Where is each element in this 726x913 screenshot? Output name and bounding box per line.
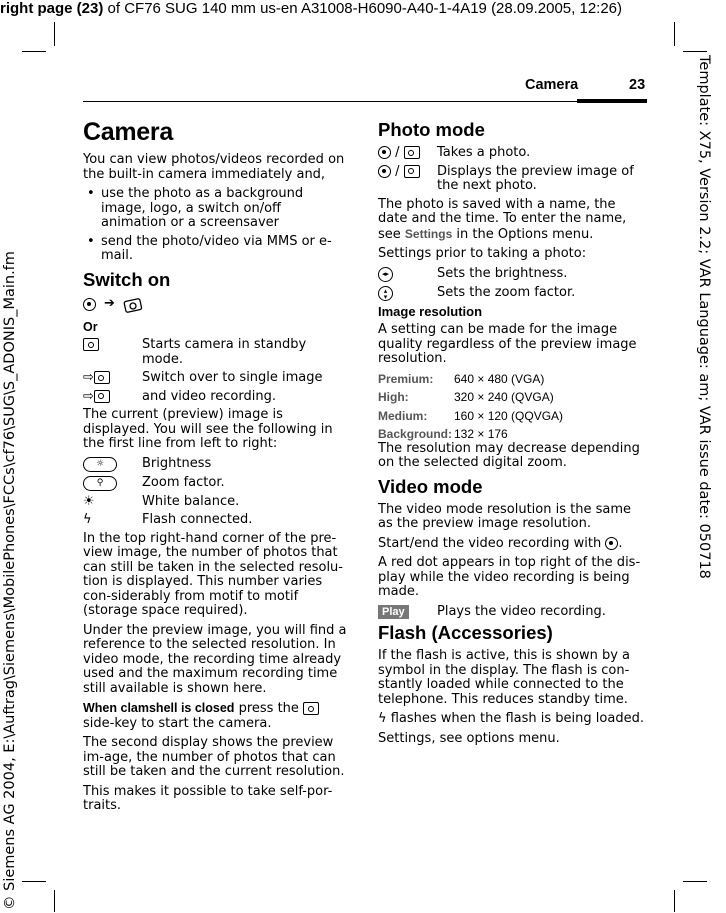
row-text: Takes a photo. xyxy=(437,145,531,160)
flash-heading: Flash (Accessories) xyxy=(378,622,553,643)
intro-text: You can view photos/videos recorded on the built-in camera immediately and, xyxy=(83,152,345,182)
row-text: Switch over to single image xyxy=(142,370,323,385)
row-text: Plays the video recording. xyxy=(437,603,606,619)
video-resolution-text: The video mode resolution is the same as the preview image resolution. xyxy=(378,501,632,531)
resolution-value: 132 × 176 xyxy=(454,427,508,441)
row-text: Sets the brightness. xyxy=(437,265,568,281)
row-text: Starts camera in standby mode. xyxy=(142,337,307,367)
switch-on-row xyxy=(83,338,349,367)
center-key-icon xyxy=(378,165,391,178)
switch-on-row xyxy=(83,371,349,386)
resolution-row xyxy=(378,409,646,424)
indicator-text: Zoom factor. xyxy=(142,474,225,490)
resolution-name: Background: xyxy=(378,427,453,441)
separator: / xyxy=(395,163,400,179)
flash-icon: ϟ xyxy=(378,711,387,726)
resolution-row xyxy=(378,390,646,405)
camera-menu-icon xyxy=(123,296,145,314)
preview-text: The current (preview) image is displayed. You will see the following in the first line from left to right: xyxy=(83,407,333,451)
arrow-right-icon: ➔ xyxy=(104,296,115,312)
clamshell-label: When clamshell is closed xyxy=(83,701,235,715)
photo-mode-heading: Photo mode xyxy=(378,119,485,140)
switch-on-heading: Switch on xyxy=(83,268,171,290)
crop-mark xyxy=(54,890,55,912)
photo-saved-text xyxy=(378,198,646,243)
switch-on-row xyxy=(83,390,349,405)
resolution-note: The resolution may decrease depending on the selected digital zoom. xyxy=(378,440,640,470)
crop-mark xyxy=(54,22,55,46)
image-resolution-heading: Image resolution xyxy=(378,303,483,319)
image-resolution-text: A setting can be made for the image quality regardless of the preview image resolution. xyxy=(378,322,637,366)
nav-row xyxy=(378,286,646,301)
under-preview-text: Under the preview image, you will find a reference to the selected resolution. In video mode, the recording time already used and the maximum recording time still available is shown here. xyxy=(83,622,347,696)
brightness-indicator-icon: ☼ xyxy=(83,457,117,472)
center-key-icon xyxy=(83,298,96,311)
nav-row xyxy=(378,267,646,282)
right-column xyxy=(378,120,646,751)
camera-key-icon xyxy=(404,146,420,159)
camera-key-icon xyxy=(83,338,99,351)
print-header xyxy=(0,0,622,17)
video-key-icon xyxy=(94,390,110,403)
photo-key-row xyxy=(378,146,646,161)
crop-mark xyxy=(683,51,707,52)
resolution-name: High: xyxy=(378,390,409,404)
indicator-row xyxy=(83,495,349,510)
flash-loading-text xyxy=(378,712,646,727)
red-dot-text: A red dot appears in top right of the dis-play while the video recording is being made. xyxy=(378,555,641,599)
running-head-page-bar xyxy=(577,99,647,103)
left-column xyxy=(83,119,349,819)
video-start-end: . xyxy=(618,535,623,551)
play-row xyxy=(378,605,646,620)
flash-loading-label: flashes when the flash is being loaded. xyxy=(386,711,644,726)
resolution-row xyxy=(378,372,646,387)
print-header-info: of CF76 SUG 140 mm us-en A31008-H6090-A40-1-4A19 (28.09.2005, 12:26) xyxy=(103,0,623,17)
resolution-value: 320 × 240 (QVGA) xyxy=(454,390,554,404)
flash-icon: ϟ xyxy=(83,512,92,527)
row-text: and video recording. xyxy=(142,388,276,404)
indicator-text: Brightness xyxy=(142,455,212,471)
play-softkey: Play xyxy=(378,605,409,619)
video-start-label: Start/end the video recording with xyxy=(378,535,602,551)
flash-text: If the flash is active, this is shown by a symbol in the display. The flash is con-stantly loaded while connected to the telephone. This reduces standby time. xyxy=(378,648,630,707)
list-item: • send the photo/video via MMS or e-mail. xyxy=(83,235,349,264)
indicator-text: Flash connected. xyxy=(142,512,253,527)
switch-on-keys xyxy=(83,296,349,314)
camera-key-icon xyxy=(94,371,110,384)
center-key-icon xyxy=(605,537,618,550)
resolution-name: Medium: xyxy=(378,408,428,423)
video-start-text xyxy=(378,537,646,552)
zoom-indicator-icon: ⚲ xyxy=(83,476,117,491)
resolution-name: Premium: xyxy=(378,371,434,386)
running-head-rule xyxy=(83,101,647,102)
photo-key-row xyxy=(378,165,646,194)
second-display-text: The second display shows the preview im-age, the number of photos that can still be taken and the current resolution. xyxy=(83,735,345,779)
settings-softkey: Settings xyxy=(404,226,453,241)
clamshell-text-a: press the xyxy=(234,701,304,716)
resolution-value: 640 × 480 (VGA) xyxy=(454,371,545,386)
flash-settings-text: Settings, see options menu. xyxy=(378,730,560,746)
separator: / xyxy=(395,145,400,160)
settings-prior-text: Settings prior to taking a photo: xyxy=(378,246,587,261)
corner-count-text: In the top right-hand corner of the pre-view image, the number of photos that can still be taken in the selected resolu-tion is displayed. This number varies con-siderably from motif to motif (storage space required). xyxy=(83,530,343,618)
camera-key-icon xyxy=(303,702,319,715)
center-key-icon xyxy=(378,146,391,159)
resolution-row xyxy=(378,427,646,442)
resolution-value: 160 × 120 (QQVGA) xyxy=(454,408,564,423)
template-info: Template: X75, Version 2.2; VAR Language: am; VAR issue date: 050718 xyxy=(696,55,712,579)
camera-key-icon xyxy=(404,165,420,178)
indicator-text: White balance. xyxy=(142,493,240,509)
indicator-row xyxy=(83,476,349,491)
running-head-page: 23 xyxy=(629,77,646,93)
print-header-page: right page (23) xyxy=(0,0,104,17)
or-label: Or xyxy=(83,319,98,334)
switch-arrow-icon: ⇨ xyxy=(83,388,94,404)
white-balance-icon: ☀ xyxy=(83,493,95,509)
crop-mark xyxy=(22,51,46,52)
running-head-title: Camera xyxy=(525,77,579,93)
page-title: Camera xyxy=(83,118,173,146)
crop-mark xyxy=(674,22,675,46)
row-text: Sets the zoom factor. xyxy=(437,284,576,300)
self-portrait-text: This makes it possible to take self-por-traits. xyxy=(83,783,333,813)
nav-up-down-icon: ▴ ▾ xyxy=(378,286,393,301)
crop-mark xyxy=(22,881,46,882)
saved-text-b: in the Options menu. xyxy=(452,226,594,242)
crop-mark xyxy=(674,890,675,912)
nav-left-right-icon: ◂▸ xyxy=(378,267,393,282)
video-mode-heading: Video mode xyxy=(378,475,483,497)
row-text: Displays the preview image of the next photo. xyxy=(437,163,634,193)
use-list xyxy=(83,187,349,264)
indicator-row xyxy=(83,457,349,472)
saved-text-a: The photo is saved with a name, the date and the time. To enter the name, see xyxy=(378,196,627,242)
clamshell-text xyxy=(83,701,349,731)
indicator-row xyxy=(83,513,349,528)
switch-arrow-icon: ⇨ xyxy=(83,370,94,385)
copyright-path: © Siemens AG 2004, E:\Auftrag\Siemens\MobilePhones\FCCs\cf76\SUG\S_ADONIS_Main.fm xyxy=(2,251,18,910)
list-item: • use the photo as a background image, logo, a switch on/off animation or a screensaver xyxy=(83,187,349,231)
clamshell-text-b: side-key to start the camera. xyxy=(83,715,272,731)
